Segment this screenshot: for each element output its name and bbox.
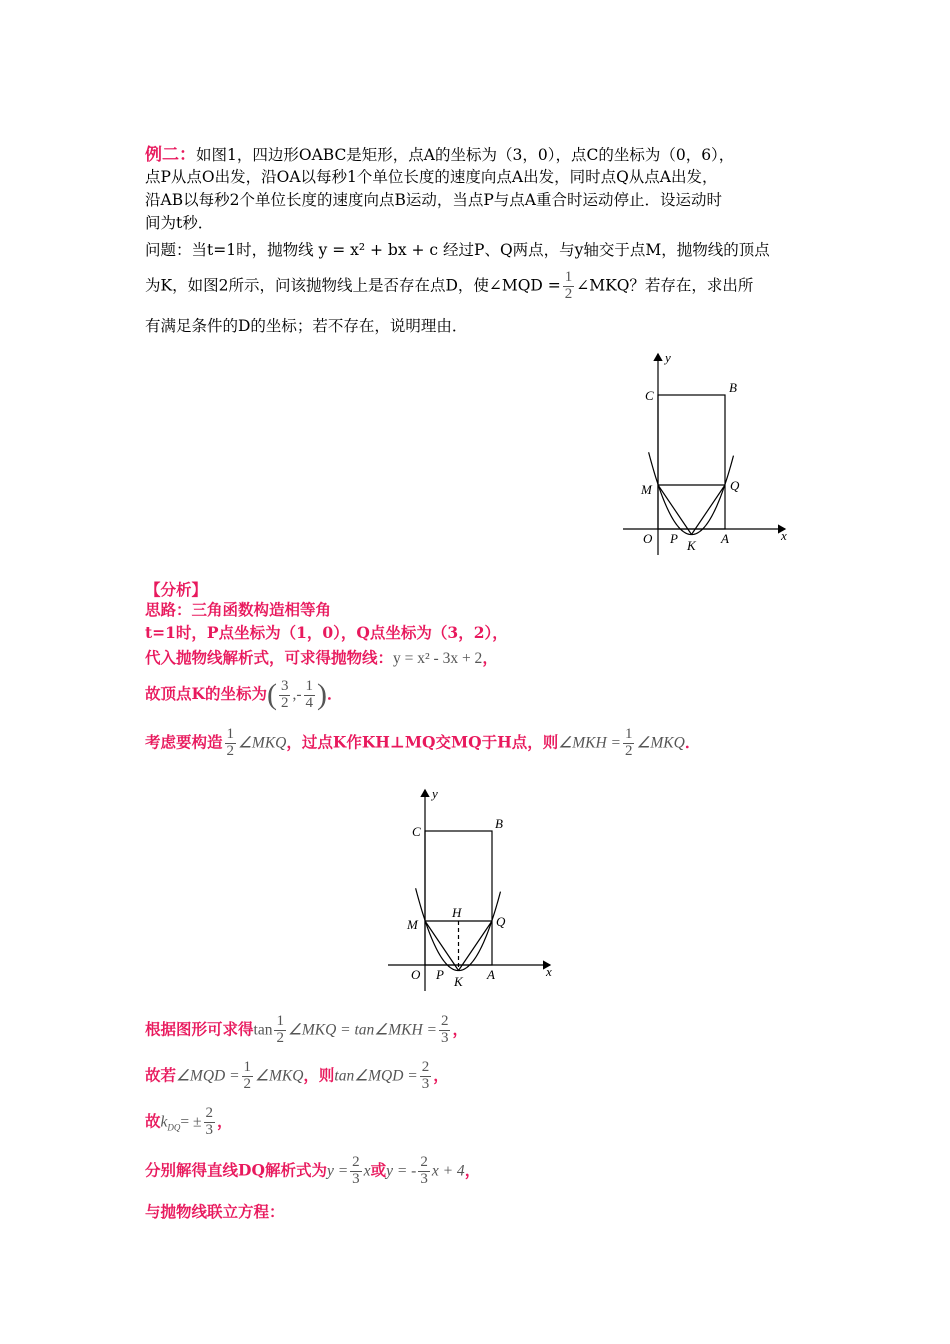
label-k: K [687,538,696,553]
analysis-idea: 思路：三角函数构造相等角 [145,600,332,619]
analysis-heading: 【分析】 [145,580,208,599]
analysis-step-1: t=1时，P点坐标为（1，0），Q点坐标为（3，2）， [145,623,508,642]
label-x: x [781,528,787,543]
analysis-step-3: 故顶点K的坐标为( $\frac{3}{2}$ ,- $\frac{1}{4}$ )． [145,677,343,711]
label-y: y [432,786,438,801]
problem-line-2: 点P从点O出发，沿OA以每秒1个单位长度的速度向点A出发，同时点Q从点A出发， [145,168,718,186]
analysis-step-8: 分别解得直线DQ解析式为y = $\frac{2}{3}$ x或y = - $\frac{2}{3}$ x + 4， [145,1154,481,1187]
analysis-step-6: 故若∠MQD = $\frac{1}{2}$ ∠MKQ，则tan∠MQD = $\frac{2}{3}$ ， [145,1059,449,1092]
segment-mk [658,485,692,535]
label-p: P [436,967,444,982]
analysis-step-9: 与抛物线联立方程： [145,1202,285,1221]
analysis-step-2: 代入抛物线解析式，可求得抛物线：y = x² - 3x + 2， [145,648,498,667]
figure-1 [615,350,815,560]
label-a: A [487,967,495,982]
label-q: Q [496,914,506,929]
fraction: $\frac{1}{2}$ [564,269,573,302]
segment-mk [425,921,459,971]
question-line-3: 有满足条件的D的坐标；若不存在，说明理由． [145,317,468,335]
label-k: K [454,974,463,989]
label-y: y [665,350,671,365]
label-m: M [641,482,652,497]
parabola [649,452,734,534]
label-b: B [729,380,737,395]
problem-line-3: 沿AB以每秒2个单位长度的速度向点B运动，当点P与点A重合时运动停止．设运动时 [145,191,722,209]
segment-kq [692,485,726,535]
question-line-2: 为K，如图2所示，问该抛物线上是否存在点D，使∠MQD = $\frac{1}{2}$ ∠MKQ？若存在，求出所 [145,269,754,302]
label-o: O [411,967,421,982]
label-c: C [645,388,654,403]
label-a: A [721,531,729,546]
label-m: M [407,917,418,932]
label-h: H [452,905,462,920]
parabola-equation: y = x² - 3x + 2 [393,650,483,667]
label-q: Q [730,478,740,493]
figure-2 [382,786,582,996]
label-p: P [670,531,678,546]
problem-line-1 [145,140,734,165]
segment-kq [459,921,493,971]
analysis-step-7: 故$k_{DQ}=$ ± $\frac{2}{3}$ ， [145,1105,233,1138]
analysis-step-5: 根据图形可求得tan $\frac{1}{2}$ ∠MKQ = tan∠MKH = $\frac{2}{3}$ ， [145,1013,468,1046]
label-x: x [546,964,552,979]
question-line-1: 问题：当t=1时，抛物线 y = x² + bx + c 经过P、Q两点，与y轴交于点M，抛物线的顶点 [145,241,770,259]
example-title: 例二： [145,145,196,165]
label-o: O [643,531,653,546]
label-b: B [495,816,503,831]
analysis-step-4: 考虑要构造 $\frac{1}{2}$ ∠MKQ，过点K作KH⊥MQ交MQ于H点，则∠MKH = $\frac{1}{2}$ ∠MKQ． [145,726,701,759]
problem-text-1: 如图1，四边形OABC是矩形，点A的坐标为（3，0），点C的坐标为（0，6）， [196,146,735,164]
label-c: C [412,824,421,839]
problem-line-4: 间为t秒． [145,214,214,232]
